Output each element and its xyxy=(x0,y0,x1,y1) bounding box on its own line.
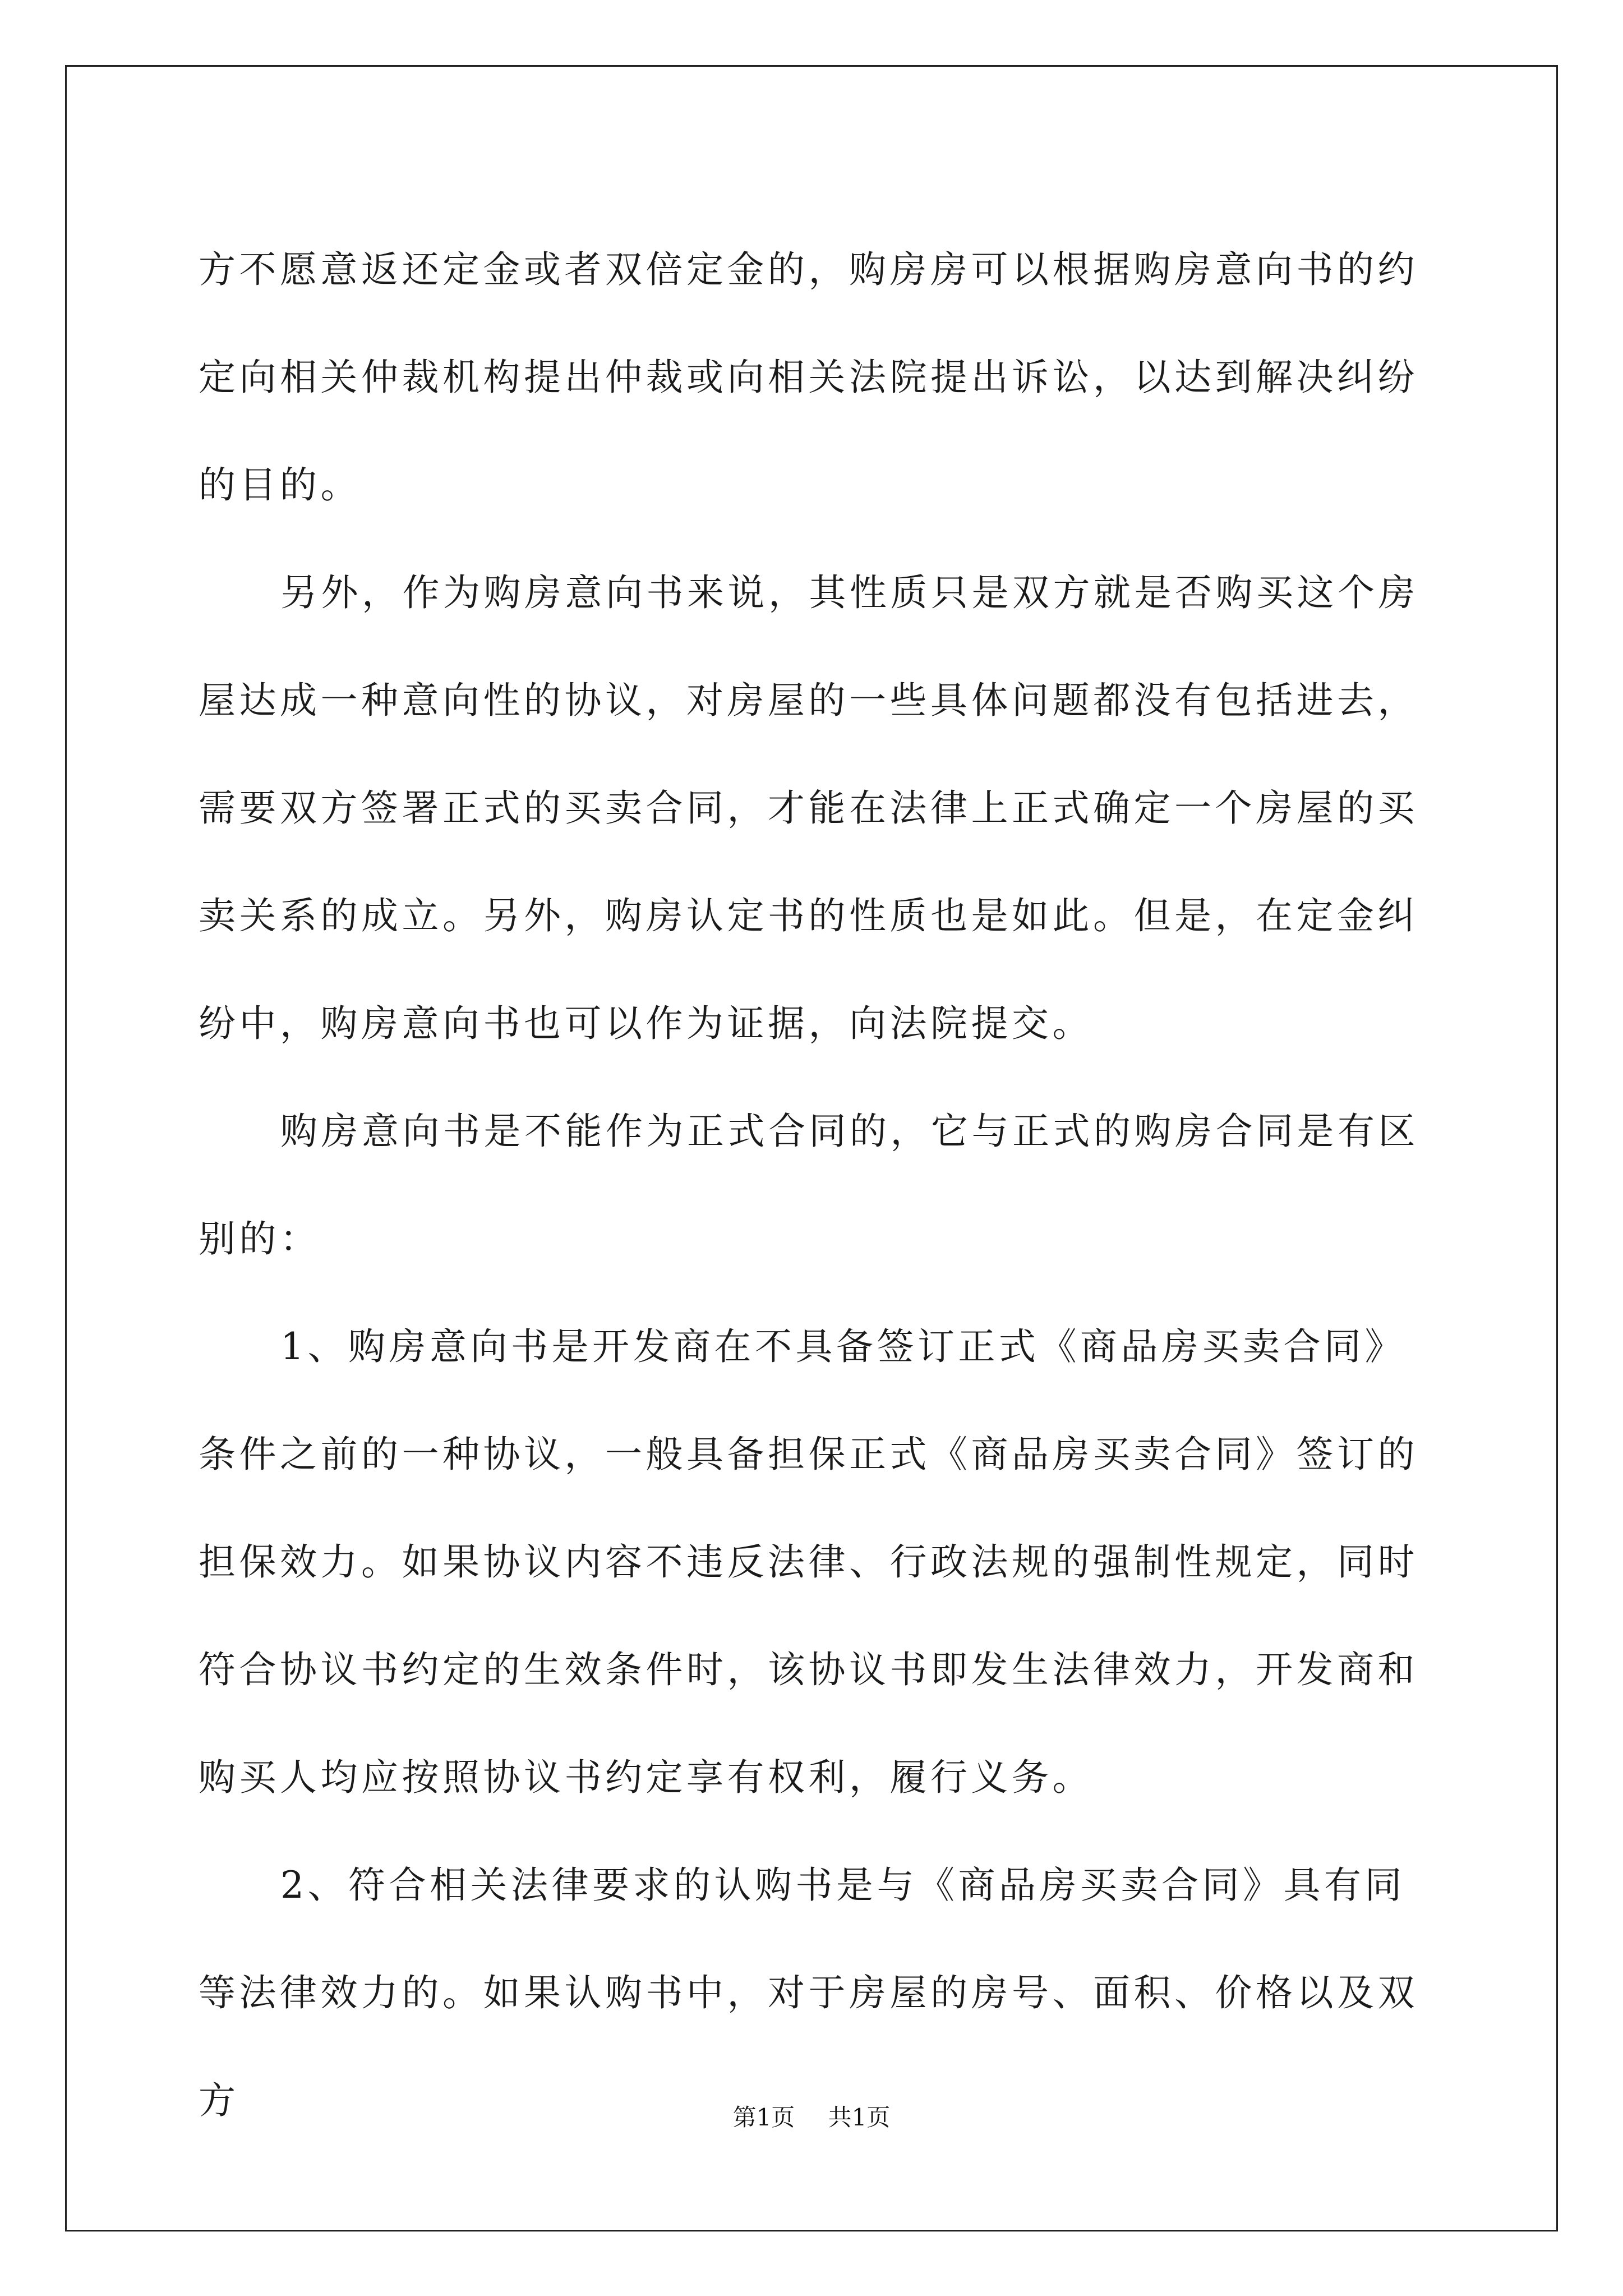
paragraph-4: 1、购房意向书是开发商在不具备签订正式《商品房买卖合同》条件之前的一种协议，一般具备担保正式《商品房买卖合同》签订的担保效力。如果协议内容不违反法律、行政法规的强制性规定，同时符合协议书约定的生效条件时，该协议书即发生法律效力，开发商和购买人均应按照协议书约定享有权利，履行义务。 xyxy=(199,1325,1418,1799)
page-number: 第1页 xyxy=(732,2104,795,2131)
document-body xyxy=(199,216,1424,2155)
paragraph-5: 2、符合相关法律要求的认购书是与《商品房买卖合同》具有同等法律效力的。如果认购书中，对于房屋的房号、面积、价格以及双方 xyxy=(199,1864,1418,2122)
total-pages: 共1页 xyxy=(828,2104,891,2131)
paragraph-2: 另外，作为购房意向书来说，其性质只是双方就是否购买这个房屋达成一种意向性的协议，对房屋的一些具体问题都没有包括进去，需要双方签署正式的买卖合同，才能在法律上正式确定一个房屋的买卖关系的成立。另外，购房认定书的性质也是如此。但是，在定金纠纷中，购房意向书也可以作为证据，向法院提交。 xyxy=(199,571,1419,1045)
page-footer xyxy=(0,2101,1623,2134)
paragraph-3: 购房意向书是不能作为正式合同的，它与正式的购房合同是有区别的： xyxy=(199,1110,1419,1260)
paragraph-1: 方不愿意返还定金或者双倍定金的，购房房可以根据购房意向书的约定向相关仲裁机构提出仲裁或向相关法院提出诉讼，以达到解决纠纷的目的。 xyxy=(199,248,1418,507)
